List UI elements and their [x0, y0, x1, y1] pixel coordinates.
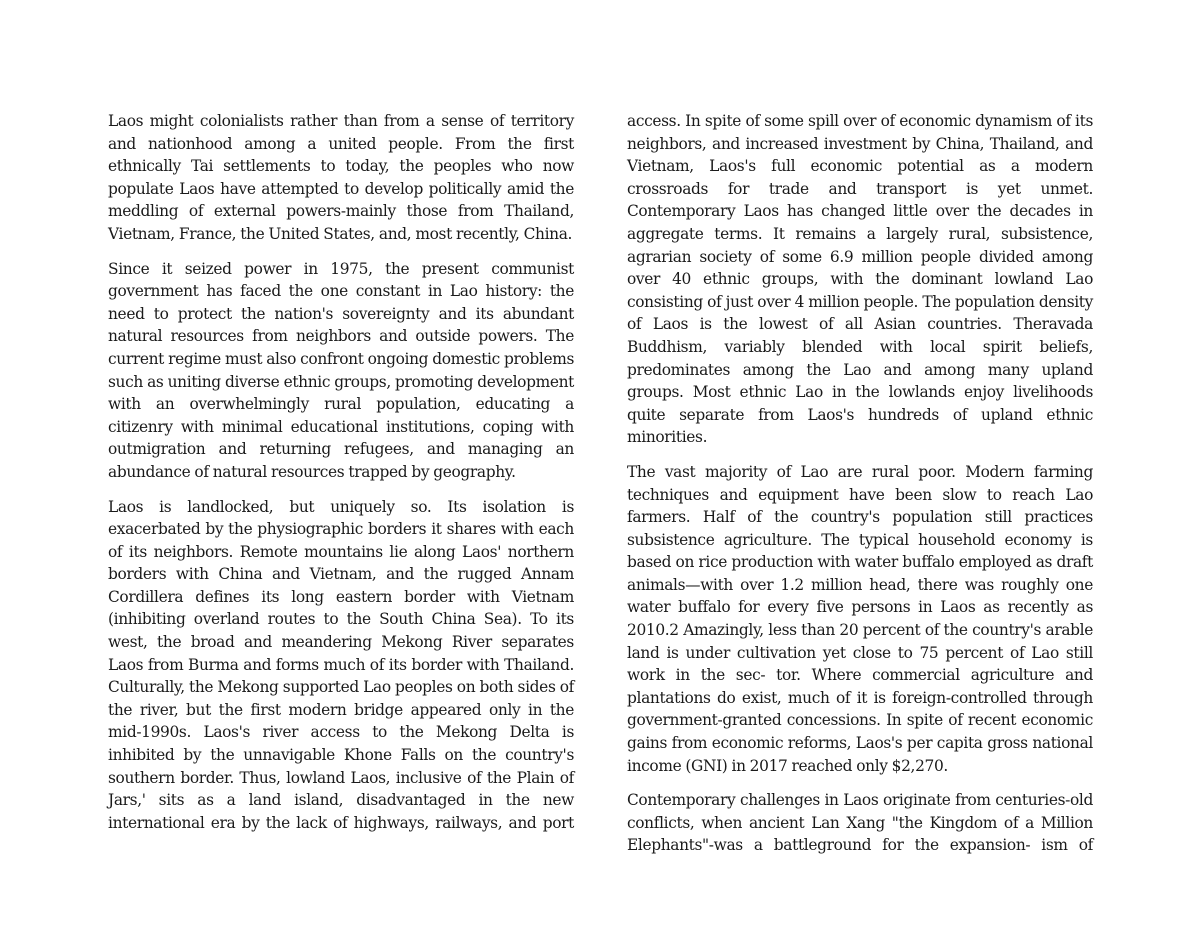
- paragraph: access. In spite of some spill over of economic dynamism of its neighbors, and increased investment by China, Thailand, and Vietnam, Laos's full economic potential as a modern crossroads for trade and transport is yet unmet. Contemporary Laos has changed little over the decades in aggregate terms. It remains a largely rural, subsistence, agrarian society of some 6.9 million people divided among over 40 ethnic groups, with the dominant lowland Lao consisting of just over 4 million people. The population density of Laos is the lowest of all Asian countries. Theravada Buddhism, variably blended with local spirit beliefs, predominates among the Lao and among many upland groups. Most ethnic Lao in the lowlands enjoy livelihoods quite separate from Laos's hundreds of upland ethnic minorities.: [627, 112, 1093, 447]
- right-column: [627, 110, 1093, 857]
- paragraph: Since it seized power in 1975, the present communist government has faced the one constant in Lao history: the need to protect the nation's sovereignty and its abundant natural resources from neighbors and outside powers. The current regime must also confront ongoing domestic problems such as uniting diverse ethnic groups, promoting development with an overwhelmingly rural population, educating a citizenry with minimal educational institutions, coping with outmigration and returning refugees, and managing an abundance of natural resources trapped by geography.: [108, 259, 574, 481]
- paragraph: Laos is landlocked, but uniquely so. Its isolation is exacerbated by the physiographic borders it shares with each of its neighbors. Remote mountains lie along Laos' northern borders with China and Vietnam, and the rugged Annam Cordillera defines its long eastern border with Vietnam (inhibiting overland routes to the South China Sea). To its west, the broad and meandering Mekong River separates Laos from Burma and forms much of its border with Thailand. Culturally, the Mekong supported Lao peoples on both sides of the river, but the first modern bridge appeared only in the mid-1990s. Laos's river access to the Mekong Delta is inhibited by the unnavigable Khone Falls on the country's southern border. Thus, lowland Laos, inclusive of the Plain of Jars,' sits as a land island, disadvantaged in the new international era by the lack of highways, railways, and port: [108, 497, 574, 832]
- paragraph: Laos might colonialists rather than from a sense of territory and nationhood among a united people. From the first ethnically Tai settlements to today, the peoples who now populate Laos have attempted to develop politically amid the meddling of external powers-mainly those from Thailand, Vietnam, France, the United States, and, most recently, China.: [108, 112, 574, 243]
- paragraph: Contemporary challenges in Laos originate from centuries-old conflicts, when ancient Lan Xang "the Kingdom of a Million Elephants"-was a battleground for the expansion- ism of: [627, 791, 1093, 855]
- paragraph: The vast majority of Lao are rural poor. Modern farming techniques and equipment have been slow to reach Lao farmers. Half of the country's population still practices subsistence agriculture. The typical household economy is based on rice production with water buffalo employed as draft animals—with over 1.2 million head, there was roughly one water buffalo for every five persons in Laos as recently as 2010.2 Amazingly, less than 20 percent of the country's arable land is under cultivation yet close to 75 percent of Lao still work in the sec- tor. Where commercial agriculture and plantations do exist, much of it is foreign-controlled through government-granted concessions. In spite of recent economic gains from economic reforms, Laos's per capita gross national income (GNI) in 2017 reached only $2,270.: [627, 462, 1093, 775]
- left-column: [108, 110, 574, 834]
